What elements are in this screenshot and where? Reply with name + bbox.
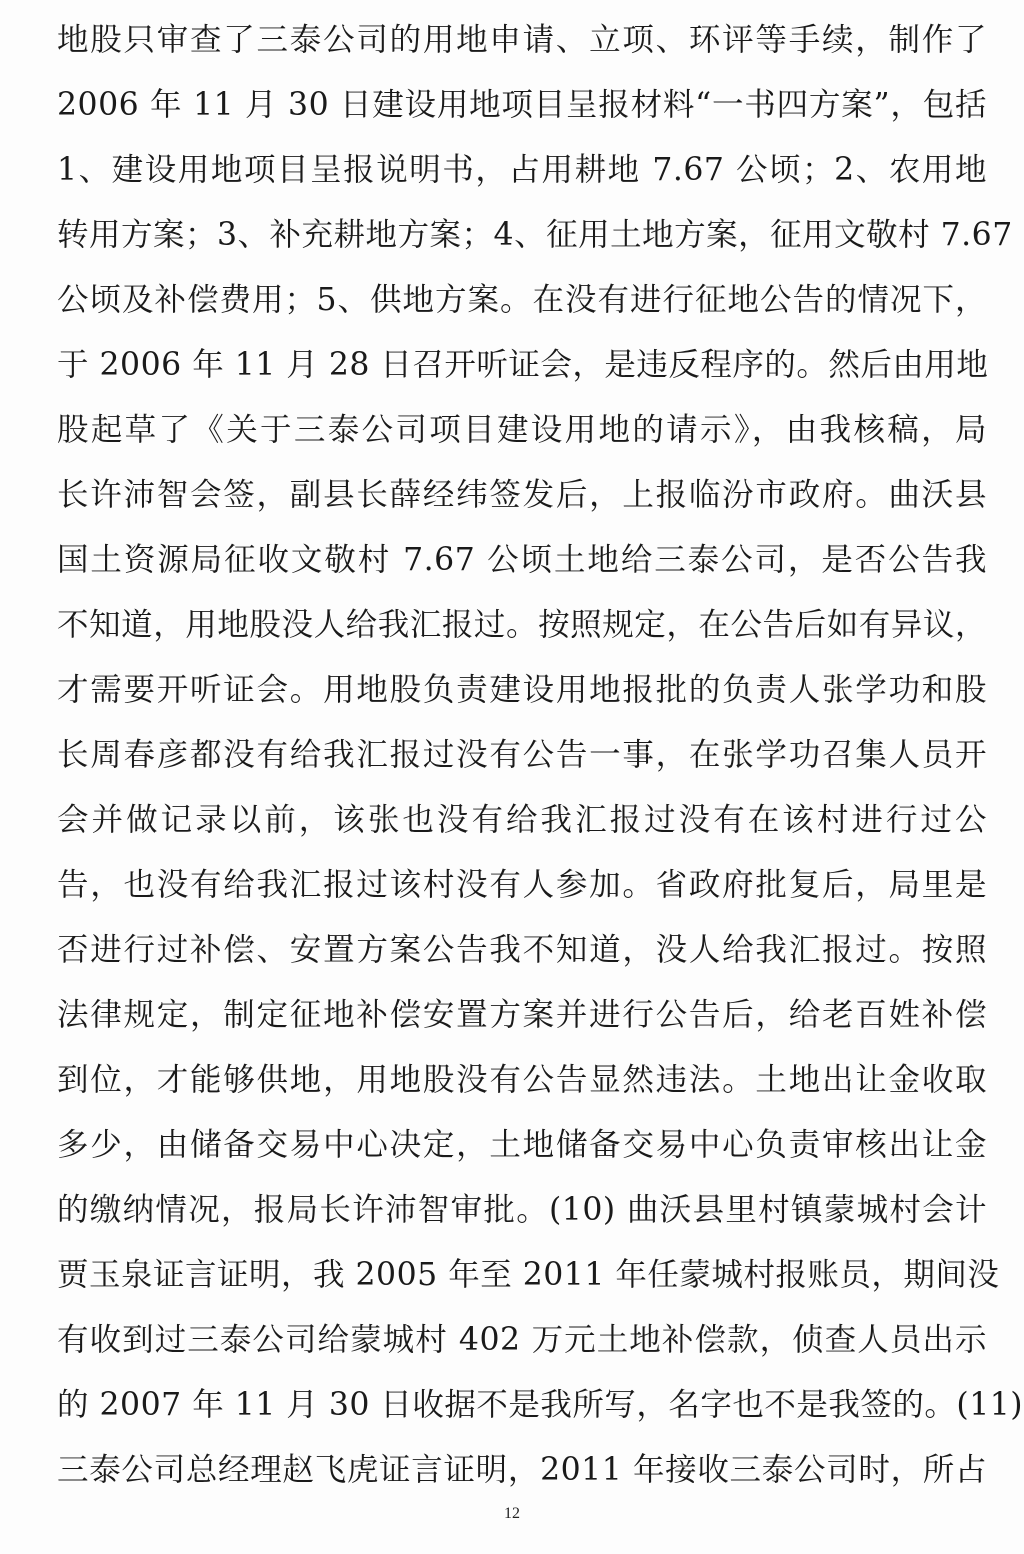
text-line: 三泰公司总经理赵飞虎证言证明，2011 年接收三泰公司时，所占 <box>57 1452 987 1488</box>
text-line: 有收到过三泰公司给蒙城村 402 万元土地补偿款，侦查人员出示 <box>57 1322 987 1358</box>
text-line: 转用方案；3、补充耕地方案；4、征用土地方案，征用文敬村 7.67 <box>57 217 1013 253</box>
text-line: 2006 年 11 月 30 日建设用地项目呈报材料“一书四方案”，包括 <box>57 87 987 123</box>
text-line: 否进行过补偿、安置方案公告我不知道，没人给我汇报过。按照 <box>57 932 987 968</box>
text-line: 不知道，用地股没人给我汇报过。按照规定，在公告后如有异议， <box>57 607 987 643</box>
text-line: 告，也没有给我汇报过该村没有人参加。省政府批复后，局里是 <box>57 867 987 903</box>
text-line: 的 2007 年 11 月 30 日收据不是我所写，名字也不是我签的。(11) <box>57 1387 1024 1423</box>
body-text <box>57 8 1024 1503</box>
text-line: 的缴纳情况，报局长许沛智审批。(10) 曲沃县里村镇蒙城村会计 <box>57 1192 987 1228</box>
text-line: 地股只审查了三泰公司的用地申请、立项、环评等手续，制作了 <box>57 22 987 58</box>
text-line: 股起草了《关于三泰公司项目建设用地的请示》，由我核稿，局 <box>57 412 987 448</box>
text-line: 多少，由储备交易中心决定，土地储备交易中心负责审核出让金 <box>57 1127 987 1163</box>
text-line: 于 2006 年 11 月 28 日召开听证会，是违反程序的。然后由用地 <box>57 347 989 383</box>
text-line: 长许沛智会签，副县长薛经纬签发后，上报临汾市政府。曲沃县 <box>57 477 987 513</box>
text-line: 到位，才能够供地，用地股没有公告显然违法。土地出让金收取 <box>57 1062 987 1098</box>
text-line: 会并做记录以前，该张也没有给我汇报过没有在该村进行过公 <box>57 802 987 838</box>
text-line: 才需要开听证会。用地股负责建设用地报批的负责人张学功和股 <box>57 672 987 708</box>
text-line: 1、建设用地项目呈报说明书，占用耕地 7.67 公顷；2、农用地 <box>57 152 987 188</box>
text-line: 法律规定，制定征地补偿安置方案并进行公告后，给老百姓补偿 <box>57 997 987 1033</box>
text-line: 国土资源局征收文敬村 7.67 公顷土地给三泰公司，是否公告我 <box>57 542 987 578</box>
page-number: 12 <box>504 1505 520 1522</box>
text-line: 公顷及补偿费用；5、供地方案。在没有进行征地公告的情况下， <box>57 282 987 318</box>
text-line: 贾玉泉证言证明，我 2005 年至 2011 年任蒙城村报账员，期间没 <box>57 1257 1000 1293</box>
text-line: 长周春彦都没有给我汇报过没有公告一事，在张学功召集人员开 <box>57 737 987 773</box>
